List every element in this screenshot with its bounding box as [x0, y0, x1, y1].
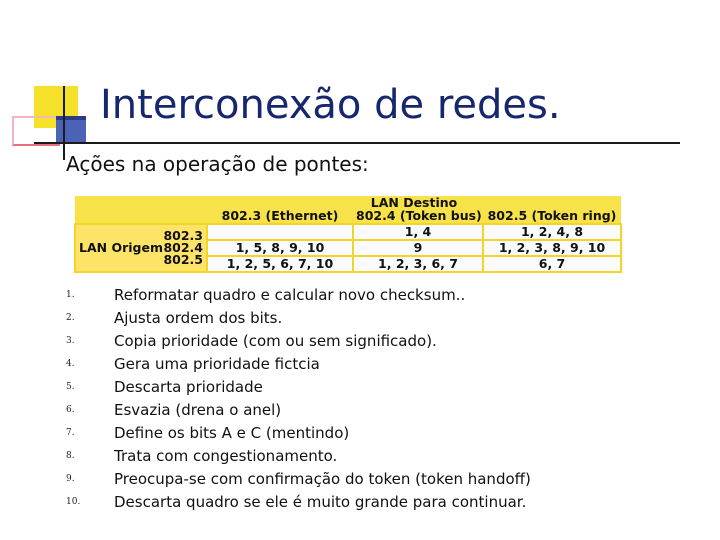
list-text: Trata com congestionamento.: [114, 447, 338, 465]
lan-destino-header: LAN Destino: [207, 196, 621, 210]
list-number: 6.: [66, 405, 75, 415]
table-header-row-dest: [75, 196, 621, 210]
decor-vertical-rule: [63, 86, 65, 160]
list-number: 2.: [66, 313, 75, 323]
row-label-8024: 802.4: [163, 240, 203, 256]
table-header-row-cols: [75, 210, 621, 225]
decor-horizontal-rule: [34, 142, 680, 144]
list-text: Esvazia (drena o anel): [114, 401, 282, 419]
list-number: 7.: [66, 428, 75, 438]
lan-table: [74, 196, 622, 273]
col-header-token-bus: 802.4 (Token bus): [353, 210, 483, 225]
col-header-ethernet: 802.3 (Ethernet): [207, 210, 353, 225]
list-number: 9.: [66, 474, 75, 484]
list-number: 4.: [66, 359, 75, 369]
table-cell: [207, 224, 353, 240]
list-text: Define os bits A e C (mentindo): [114, 424, 350, 442]
lan-origem-cell: [75, 224, 207, 272]
slide-subtitle: Ações na operação de pontes:: [66, 152, 369, 176]
table-row: [75, 224, 621, 240]
table-corner-cell: [75, 196, 207, 210]
decor-blue-square-edge: [56, 116, 86, 120]
list-text: Copia prioridade (com ou sem significado).: [114, 332, 437, 350]
lan-conversion-table: [74, 196, 620, 273]
col-header-token-ring: 802.5 (Token ring): [483, 210, 621, 225]
list-number: 1.: [66, 290, 75, 300]
list-number: 5.: [66, 382, 75, 392]
decor-blue-square: [56, 116, 86, 144]
table-cell: 1, 2, 5, 6, 7, 10: [207, 256, 353, 272]
table-cell: 1, 4: [353, 224, 483, 240]
list-text: Reformatar quadro e calcular novo checksum..: [114, 286, 466, 304]
table-cell: 1, 2, 3, 6, 7: [353, 256, 483, 272]
slide-title: Interconexão de redes.: [100, 82, 561, 128]
table-cell: 1, 2, 4, 8: [483, 224, 621, 240]
table-cell: 1, 2, 3, 8, 9, 10: [483, 240, 621, 256]
table-cell: 9: [353, 240, 483, 256]
list-number: 3.: [66, 336, 75, 346]
row-label-8023: 802.3: [163, 228, 203, 244]
list-text: Ajusta ordem dos bits.: [114, 309, 283, 327]
table-cell: 1, 5, 8, 9, 10: [207, 240, 353, 256]
list-text: Gera uma prioridade fictcia: [114, 355, 320, 373]
list-text: Preocupa-se com confirmação do token (token handoff): [114, 470, 531, 488]
list-number: 8.: [66, 451, 75, 461]
row-label-8025: 802.5: [163, 252, 203, 268]
lan-origem-label: LAN Origem: [79, 240, 163, 256]
list-number: 10.: [66, 497, 81, 507]
list-text: Descarta prioridade: [114, 378, 263, 396]
table-corner-cell-2: [75, 210, 207, 225]
table-cell: 6, 7: [483, 256, 621, 272]
list-text: Descarta quadro se ele é muito grande para continuar.: [114, 493, 527, 511]
